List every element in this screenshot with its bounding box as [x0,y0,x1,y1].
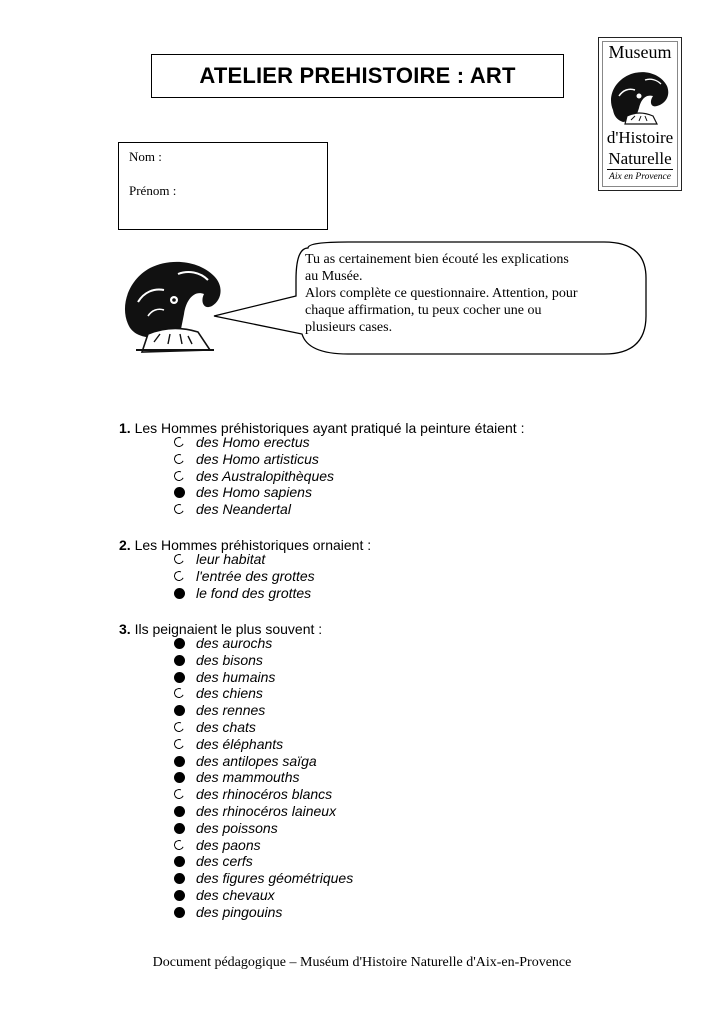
checked-circle-icon[interactable] [172,769,196,786]
answer-option-label: des Homo erectus [196,434,310,450]
logo-word-museum: Museum [608,42,672,62]
checked-circle-icon[interactable] [172,870,196,887]
answer-option[interactable] [172,501,291,518]
unchecked-circle-icon[interactable] [172,685,196,702]
answer-option[interactable] [172,736,283,753]
answer-option-label: des bisons [196,651,263,668]
answer-option[interactable] [172,468,334,485]
checked-circle-icon[interactable] [172,652,196,669]
answer-option-label: des éléphants [196,735,284,752]
answer-option[interactable] [172,652,263,669]
logo-word-histoire: d'Histoire [606,128,674,147]
page-footer: Document pédagogique – Muséum d'Histoire Naturelle d'Aix-en-Provence [152,955,572,970]
checked-circle-icon[interactable] [172,635,196,652]
answer-option-label: des humains [196,668,276,685]
page-title: ATELIER PREHISTOIRE : ART [199,63,516,88]
answer-option-label: des chevaux [196,887,275,903]
mascot-icon [118,254,230,360]
checked-circle-icon[interactable] [172,585,196,602]
nom-label: Nom : [129,149,162,164]
answer-option[interactable] [172,568,315,585]
page-title-box [151,54,564,98]
checked-circle-icon[interactable] [172,753,196,770]
answer-option[interactable] [172,769,299,786]
answer-option-label: des Homo artisticus [196,450,319,467]
bubble-line: au Musée. [305,269,363,284]
checked-circle-icon[interactable] [172,669,196,686]
question-number: 2. [119,537,131,553]
answer-option[interactable] [172,434,310,451]
answer-option-label: le fond des grottes [196,584,312,601]
logo-mascot-icon [605,66,675,128]
answer-option-label: des Homo sapiens [196,484,312,501]
checked-circle-icon[interactable] [172,484,196,501]
checked-circle-icon[interactable] [172,853,196,870]
answer-option[interactable] [172,853,253,870]
answer-option-label: des mammouths [196,769,300,786]
answer-option-label: des rennes [196,702,266,719]
checked-circle-icon[interactable] [172,820,196,837]
answer-option-label: l'entrée des grottes [196,567,315,584]
checked-circle-icon[interactable] [172,803,196,820]
question-text: Ils peignaient le plus souvent : [134,621,323,637]
question-number: 3. [119,621,131,637]
bubble-line: Tu as certainement bien écouté les explications [305,252,569,267]
logo-divider [607,169,673,170]
bubble-line: chaque affirmation, tu peux cocher une ou [305,303,542,318]
checked-circle-icon[interactable] [172,702,196,719]
student-identity-box [118,142,328,230]
prenom-label: Prénom : [129,183,177,198]
unchecked-circle-icon[interactable] [172,837,196,854]
answer-option-label: des paons [196,836,261,853]
answer-option[interactable] [172,837,261,854]
logo-word-naturelle: Naturelle [608,149,672,168]
answer-option[interactable] [172,786,332,803]
question-text: Les Hommes préhistoriques ayant pratiqué la peinture étaient : [134,420,525,436]
unchecked-circle-icon[interactable] [172,786,196,803]
checked-circle-icon[interactable] [172,904,196,921]
question-text: Les Hommes préhistoriques ornaient : [134,537,372,553]
answer-option-label: des rhinocéros blancs [196,786,333,803]
unchecked-circle-icon[interactable] [172,736,196,753]
answer-option[interactable] [172,753,317,770]
answer-option-label: des Neandertal [196,501,291,518]
logo-city: Aix en Provence [609,172,671,182]
unchecked-circle-icon[interactable] [172,468,196,485]
answer-option-label: des rhinocéros laineux [196,803,337,819]
question-number: 1. [119,420,131,436]
unchecked-circle-icon[interactable] [172,551,196,568]
answer-option-label: des chiens [196,685,263,702]
answer-option[interactable] [172,904,282,921]
unchecked-circle-icon[interactable] [172,568,196,585]
answer-option-label: des aurochs [196,635,273,651]
answer-option[interactable] [172,451,319,468]
answer-option[interactable] [172,870,353,887]
answer-option-label: des pingouins [196,903,283,920]
bubble-line: plusieurs cases. [305,320,393,335]
unchecked-circle-icon[interactable] [172,434,196,451]
answer-option[interactable] [172,803,336,820]
answer-option-label: leur habitat [196,551,266,567]
answer-option[interactable] [172,484,312,501]
answer-option-label: des Australopithèques [196,467,335,484]
museum-logo [598,37,682,191]
answer-option[interactable] [172,685,263,702]
answer-option[interactable] [172,887,275,904]
answer-option[interactable] [172,719,256,736]
answer-option[interactable] [172,669,275,686]
answer-option[interactable] [172,635,272,652]
answer-option-label: des poissons [196,819,278,836]
answer-option-label: des antilopes saïga [196,752,317,769]
answer-option[interactable] [172,702,265,719]
checked-circle-icon[interactable] [172,887,196,904]
bubble-text [305,251,630,336]
unchecked-circle-icon[interactable] [172,719,196,736]
answer-option[interactable] [172,820,278,837]
bubble-line: Alors complète ce questionnaire. Attention, pour [305,286,578,301]
unchecked-circle-icon[interactable] [172,501,196,518]
answer-option-label: des chats [196,719,256,735]
answer-option[interactable] [172,551,265,568]
answer-option[interactable] [172,585,311,602]
answer-option-label: des cerfs [196,853,253,870]
unchecked-circle-icon[interactable] [172,451,196,468]
answer-option-label: des figures géométriques [196,870,354,887]
